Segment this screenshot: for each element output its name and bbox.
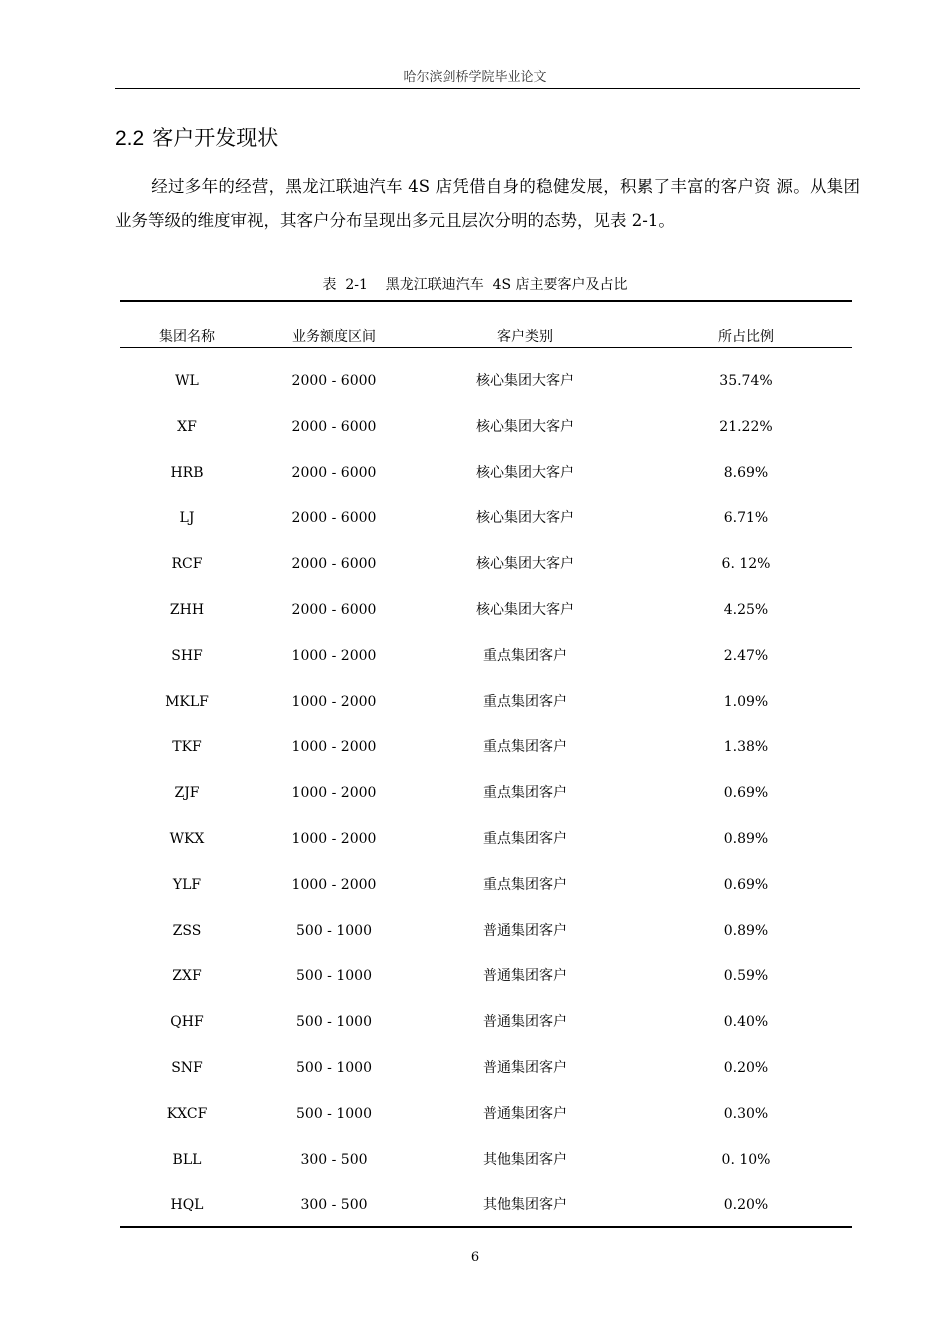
table-row [120, 955, 852, 1001]
cell-group-name: LJ [179, 510, 195, 527]
cell-amount-range: 2000 - 6000 [291, 556, 377, 573]
table-header-row [120, 322, 852, 346]
cell-share: 0. 10% [721, 1151, 771, 1168]
page-header-title: 哈尔滨剑桥学院毕业论文 [403, 70, 547, 85]
cell-amount-range: 1000 - 2000 [291, 647, 377, 664]
section-number: 2.2 [115, 127, 145, 150]
cell-group-name: MKLF [165, 693, 209, 710]
cell-customer-type: 其他集团客户 [483, 1197, 567, 1214]
cell-amount-range: 2000 - 6000 [291, 418, 377, 435]
paragraph-text: 经过多年的经营，黑龙江联迪汽车 4S 店凭借自身的稳健发展，积累了丰富的客户资 源。从集团业务等级的维度审视，其客户分布呈现出多元且层次分明的态势，见表 2-1。 [115, 177, 860, 230]
cell-amount-range: 2000 - 6000 [291, 373, 377, 389]
cell-group-name: QHF [170, 1014, 204, 1031]
table-row [120, 864, 852, 910]
table-row [120, 681, 852, 727]
cell-amount-range: 2000 - 6000 [291, 602, 377, 618]
cell-amount-range: 500 - 1000 [296, 1014, 372, 1031]
cell-share: 8.69% [723, 464, 769, 481]
table-row [120, 910, 852, 956]
cell-customer-type: 普通集团客户 [483, 968, 567, 985]
cell-customer-type: 核心集团大客户 [476, 556, 574, 573]
cell-share: 2.47% [723, 647, 769, 664]
cell-amount-range: 1000 - 2000 [291, 693, 377, 710]
table-row [120, 497, 852, 543]
cell-amount-range: 500 - 1000 [296, 968, 372, 985]
cell-group-name: XF [177, 418, 197, 435]
column-header-customer-type: 客户类别 [497, 329, 553, 345]
cell-share: 1.09% [723, 693, 769, 710]
table-row [120, 543, 852, 589]
cell-share: 0.59% [723, 968, 769, 985]
cell-group-name: WKX [169, 831, 205, 847]
cell-amount-range: 1000 - 2000 [291, 785, 377, 802]
table-row [120, 1001, 852, 1047]
cell-group-name: SNF [171, 1060, 203, 1076]
section-title: 客户开发现状 [152, 126, 279, 150]
cell-amount-range: 500 - 1000 [296, 1060, 372, 1076]
table-row [120, 726, 852, 772]
cell-group-name: SHF [171, 647, 203, 664]
table-row [120, 406, 852, 452]
table-row [120, 1047, 852, 1093]
cell-customer-type: 普通集团客户 [483, 922, 567, 939]
table-row [120, 1093, 852, 1139]
column-header-amount-range: 业务额度区间 [292, 329, 376, 345]
cell-group-name: ZJF [174, 785, 200, 802]
cell-share: 0.89% [723, 831, 769, 847]
cell-customer-type: 重点集团客户 [483, 876, 567, 893]
cell-group-name: KXCF [166, 1105, 208, 1122]
cell-share: 0.30% [723, 1105, 769, 1122]
table-row [120, 360, 852, 406]
cell-share: 6. 12% [721, 556, 771, 573]
cell-share: 0.69% [723, 876, 769, 893]
cell-share: 6.71% [723, 510, 769, 527]
table-body [120, 360, 852, 1220]
cell-share: 0.89% [723, 922, 769, 939]
cell-amount-range: 300 - 500 [300, 1197, 368, 1214]
cell-share: 0.20% [723, 1197, 769, 1214]
cell-amount-range: 1000 - 2000 [291, 739, 377, 756]
cell-group-name: RCF [171, 556, 203, 573]
cell-customer-type: 重点集团客户 [483, 647, 567, 664]
cell-group-name: ZXF [172, 968, 202, 985]
cell-customer-type: 核心集团大客户 [476, 464, 574, 481]
cell-customer-type: 重点集团客户 [483, 785, 567, 802]
table-caption: 表 2-1 黑龙江联迪汽车 4S 店主要客户及占比 [322, 277, 628, 293]
cell-group-name: WL [175, 373, 199, 389]
header-rule [115, 88, 860, 89]
table-row [120, 635, 852, 681]
cell-share: 0.20% [723, 1060, 769, 1076]
cell-amount-range: 500 - 1000 [296, 1105, 372, 1122]
cell-customer-type: 核心集团大客户 [476, 510, 574, 527]
cell-amount-range: 2000 - 6000 [291, 464, 377, 481]
cell-customer-type: 普通集团客户 [483, 1105, 567, 1122]
cell-customer-type: 普通集团客户 [483, 1014, 567, 1031]
cell-amount-range: 1000 - 2000 [291, 831, 377, 847]
section-heading [115, 122, 278, 152]
body-paragraph [115, 170, 860, 238]
cell-share: 1.38% [723, 739, 769, 756]
cell-group-name: ZSS [172, 922, 202, 939]
cell-customer-type: 核心集团大客户 [476, 373, 574, 389]
cell-group-name: HRB [170, 464, 204, 481]
cell-amount-range: 500 - 1000 [296, 922, 372, 939]
cell-customer-type: 其他集团客户 [483, 1151, 567, 1168]
cell-amount-range: 2000 - 6000 [291, 510, 377, 527]
cell-customer-type: 核心集团大客户 [476, 418, 574, 435]
page-number: 6 [470, 1250, 480, 1265]
cell-share: 35.74% [719, 373, 773, 389]
cell-customer-type: 核心集团大客户 [476, 602, 574, 618]
table-row [120, 772, 852, 818]
cell-share: 21.22% [719, 418, 773, 435]
column-header-group-name: 集团名称 [159, 329, 215, 345]
cell-customer-type: 重点集团客户 [483, 693, 567, 710]
cell-share: 0.40% [723, 1014, 769, 1031]
cell-amount-range: 1000 - 2000 [291, 876, 377, 893]
cell-customer-type: 普通集团客户 [483, 1060, 567, 1076]
cell-group-name: BLL [172, 1151, 202, 1168]
table-row [120, 1139, 852, 1185]
cell-customer-type: 重点集团客户 [483, 739, 567, 756]
table-row [120, 818, 852, 864]
cell-customer-type: 重点集团客户 [483, 831, 567, 847]
table-header-rule [120, 347, 852, 348]
column-header-share: 所占比例 [718, 329, 774, 345]
cell-group-name: ZHH [169, 602, 205, 618]
cell-amount-range: 300 - 500 [300, 1151, 368, 1168]
cell-group-name: YLF [172, 876, 202, 893]
cell-share: 4.25% [723, 602, 769, 618]
cell-group-name: HQL [170, 1197, 204, 1214]
table-row [120, 452, 852, 498]
table-row [120, 589, 852, 635]
table-bottom-rule [120, 1226, 852, 1228]
table-top-rule [120, 300, 852, 302]
table-row [120, 1184, 852, 1230]
cell-group-name: TKF [172, 739, 202, 756]
cell-share: 0.69% [723, 785, 769, 802]
